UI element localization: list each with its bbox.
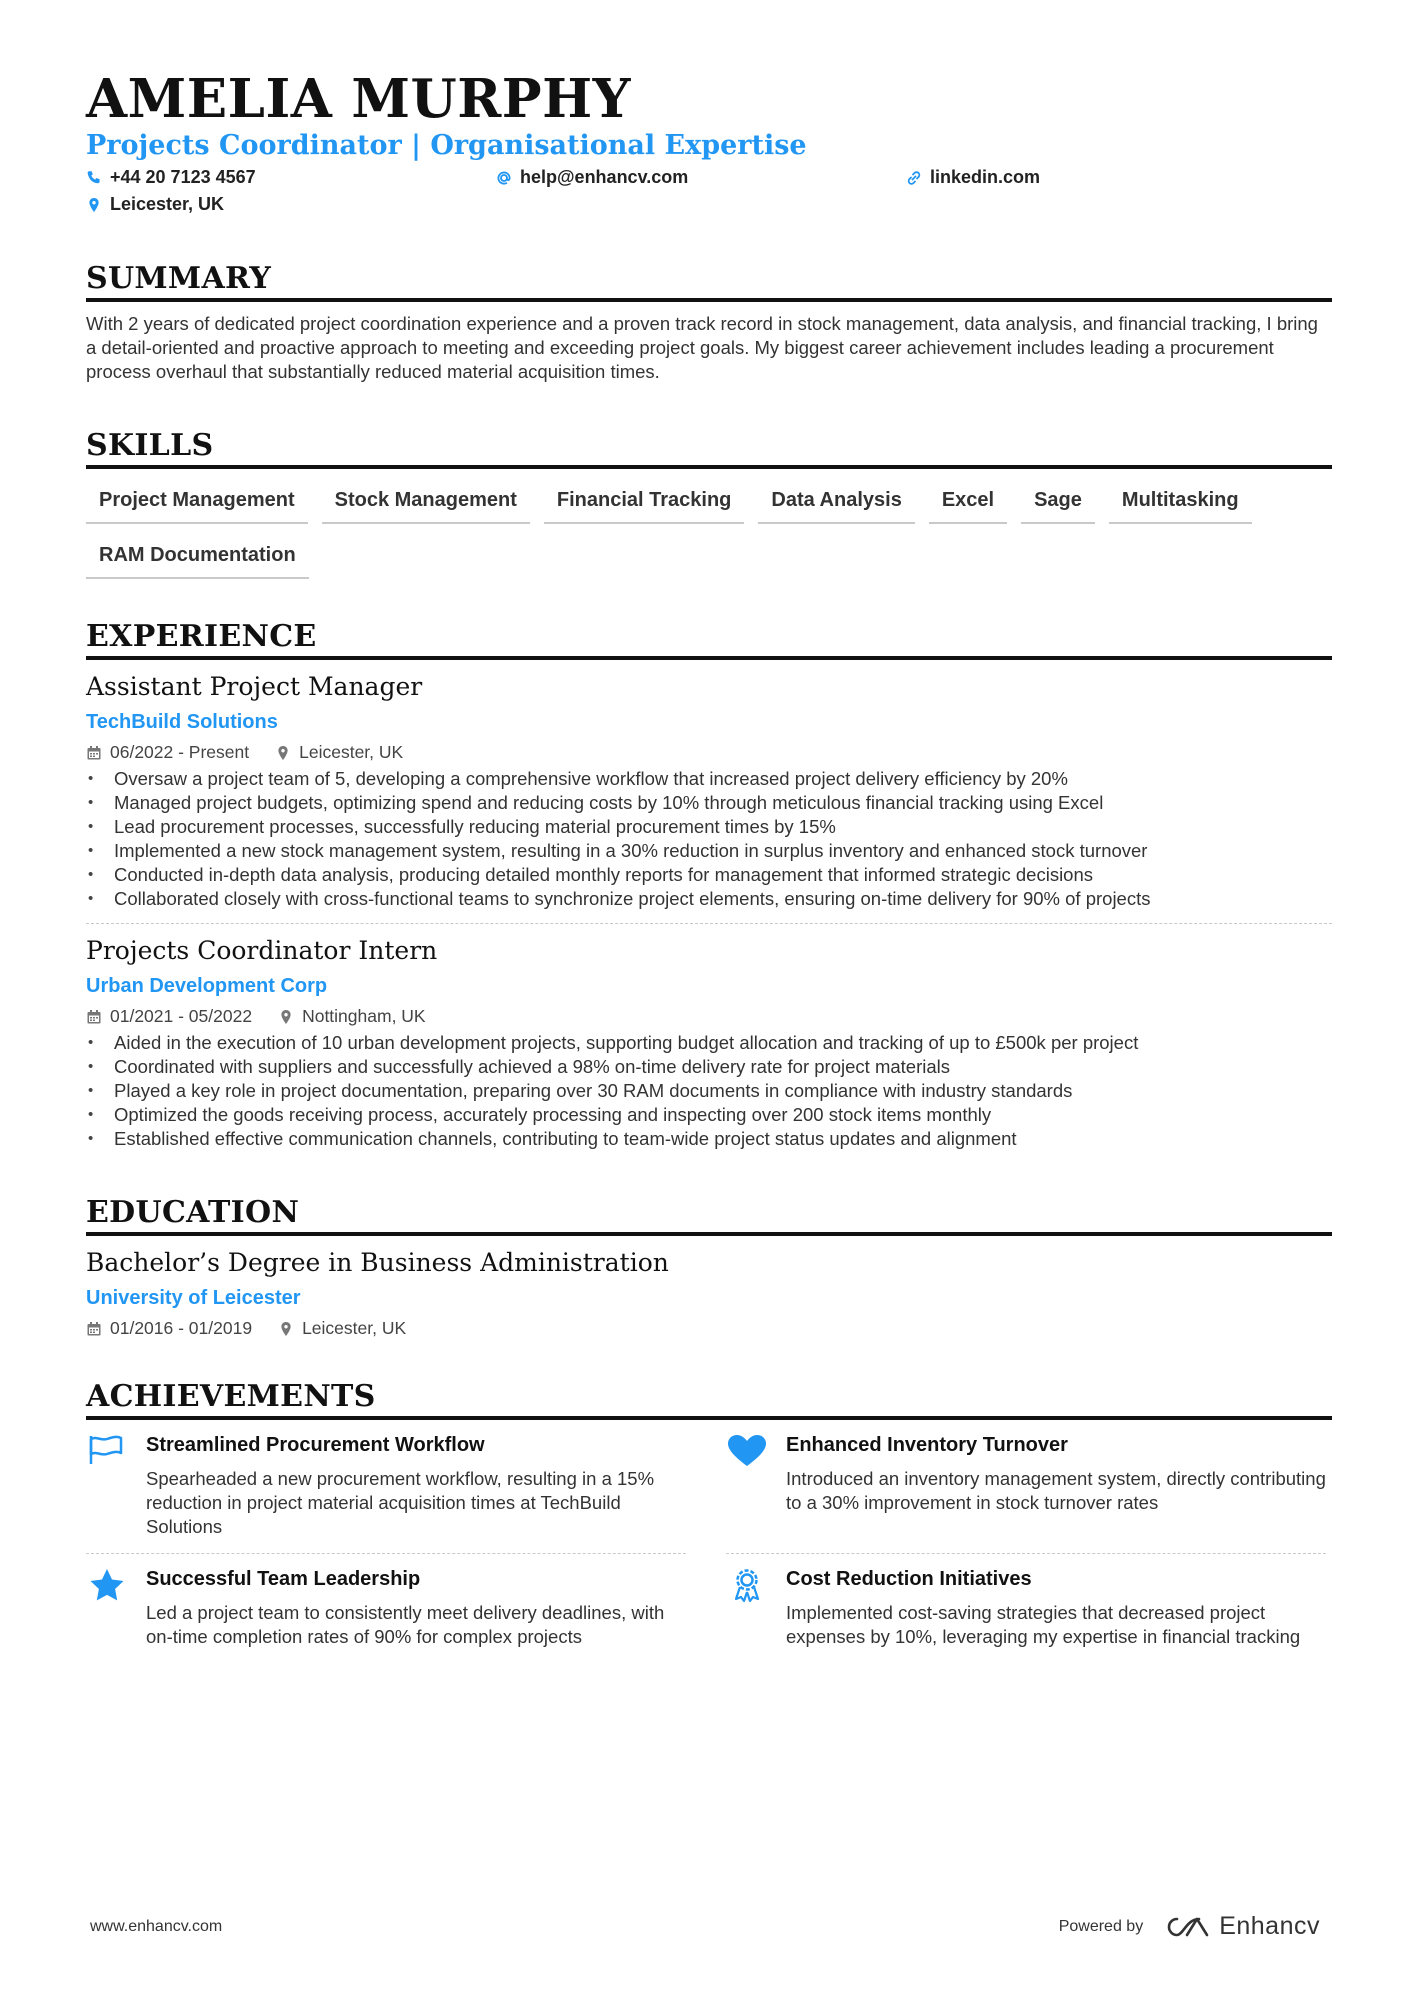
enhancv-logo[interactable] — [1165, 1912, 1320, 1941]
email-text: help@enhancv.com — [520, 167, 689, 188]
skill-tag: Multitasking — [1109, 483, 1252, 524]
job-bullet: • Played a key role in project documentation, preparing over 30 RAM documents in compliance with industry standards — [86, 1079, 1332, 1103]
achievements-title: ACHIEVEMENTS — [86, 1379, 1332, 1420]
achievement-title: Cost Reduction Initiatives — [786, 1568, 1032, 1591]
skill-tag: Financial Tracking — [544, 483, 745, 524]
job-meta — [86, 1006, 1332, 1027]
achievement-icon-wrap — [726, 1434, 768, 1539]
skill-tag: Project Management — [86, 483, 308, 524]
company-name: TechBuild Solutions — [86, 711, 278, 734]
candidate-name: AMELIA MURPHY — [86, 68, 632, 130]
contact-info — [86, 167, 1332, 215]
job-bullet: • Implemented a new stock management system, resulting in a 30% reduction in surplus inventory and enhanced stock turnover — [86, 839, 1332, 863]
job-bullet: • Optimized the goods receiving process, accurately processing and inspecting over 200 stock items monthly — [86, 1103, 1332, 1127]
job-location — [278, 1006, 426, 1027]
education-dates — [86, 1318, 252, 1339]
flag-icon — [87, 1434, 127, 1466]
summary-text: With 2 years of dedicated project coordination experience and a proven track record in stock management, data analysis, and financial tracking, I bring a detail-oriented and proactive approach to meeting and exceeding project goals. My biggest career achievement includes leading a procurement process overhaul that substantially reduced material acquisition times. — [86, 313, 1318, 383]
job-bullet: • Oversaw a project team of 5, developing a comprehensive workflow that increased project delivery efficiency by 20% — [86, 767, 1332, 791]
achievement-icon-wrap — [726, 1568, 768, 1649]
job-bullet: • Conducted in-depth data analysis, producing detailed monthly reports for management that informed strategic decisions — [86, 863, 1332, 887]
school-name: University of Leicester — [86, 1287, 301, 1310]
location-text: Leicester, UK — [110, 194, 225, 215]
job-bullet: • Aided in the execution of 10 urban development projects, supporting budget allocation and tracking of up to £500k per project — [86, 1031, 1332, 1055]
job-bullet: • Lead procurement processes, successfully reducing material procurement times by 15% — [86, 815, 1332, 839]
skill-tag: Excel — [929, 483, 1007, 524]
job-entry — [86, 923, 1332, 1159]
contact-linkedin[interactable] — [906, 167, 1306, 188]
job-bullet: • Managed project budgets, optimizing spend and reducing costs by 10% through meticulous financial tracking using Excel — [86, 791, 1332, 815]
achievement-desc: Spearheaded a new procurement workflow, resulting in a 15% reduction in project material acquisition times at TechBuild Solutions — [146, 1468, 655, 1538]
job-title: Projects Coordinator Intern — [86, 936, 438, 966]
achievement-item — [726, 1553, 1326, 1663]
skill-tag: Data Analysis — [758, 483, 914, 524]
job-location-text: Nottingham, UK — [302, 1006, 426, 1027]
job-meta — [86, 742, 1332, 763]
contact-location — [86, 194, 496, 215]
skill-tag: Stock Management — [322, 483, 530, 524]
skill-tag: RAM Documentation — [86, 538, 309, 579]
education-dates-text: 01/2016 - 01/2019 — [110, 1318, 253, 1339]
achievement-desc: Implemented cost-saving strategies that decreased project expenses by 10%, leveraging my expertise in financial tracking — [786, 1602, 1301, 1648]
page-footer — [90, 1912, 1320, 1941]
degree-title: Bachelor’s Degree in Business Administration — [86, 1248, 669, 1278]
link-icon — [906, 170, 922, 186]
achievement-icon-wrap — [86, 1434, 128, 1539]
education-location-text: Leicester, UK — [302, 1318, 407, 1339]
achievement-item — [726, 1434, 1326, 1553]
company-name: Urban Development Corp — [86, 975, 328, 998]
location-pin-icon — [278, 1321, 294, 1337]
job-dates — [86, 742, 249, 763]
linkedin-text: linkedin.com — [930, 167, 1041, 188]
calendar-icon — [86, 1321, 102, 1337]
experience-title: EXPERIENCE — [86, 619, 1332, 660]
achievements-grid — [86, 1434, 1332, 1663]
job-dates — [86, 1006, 252, 1027]
powered-by — [1059, 1912, 1320, 1941]
achievement-desc: Led a project team to consistently meet delivery deadlines, with on-time completion rates of 90% for complex projects — [146, 1602, 665, 1648]
job-bullet: • Coordinated with suppliers and successfully achieved a 98% on-time delivery rate for project materials — [86, 1055, 1332, 1079]
star-icon — [89, 1568, 125, 1602]
experience-section — [86, 619, 1332, 1159]
enhancv-logo-icon — [1165, 1915, 1211, 1939]
contact-email[interactable] — [496, 167, 906, 188]
brand-name: Enhancv — [1219, 1912, 1320, 1940]
achievement-item — [86, 1553, 686, 1663]
achievements-section — [86, 1379, 1332, 1663]
job-dates-text: 01/2021 - 05/2022 — [110, 1006, 253, 1027]
footer-url[interactable]: www.enhancv.com — [90, 1917, 223, 1935]
achievement-item — [86, 1434, 686, 1553]
phone-text: +44 20 7123 4567 — [110, 167, 256, 188]
job-location — [275, 742, 403, 763]
education-title: EDUCATION — [86, 1195, 1332, 1236]
summary-title: SUMMARY — [86, 261, 1332, 302]
calendar-icon — [86, 745, 102, 761]
skills-section — [86, 428, 1332, 579]
achievement-title: Enhanced Inventory Turnover — [786, 1434, 1068, 1457]
achievement-desc: Introduced an inventory management system, directly contributing to a 30% improvement in stock turnover rates — [786, 1468, 1326, 1514]
job-dates-text: 06/2022 - Present — [110, 742, 250, 763]
job-bullet: • Collaborated closely with cross-functional teams to synchronize project elements, ensuring on-time delivery for 90% of projects — [86, 887, 1332, 911]
contact-phone — [86, 167, 496, 188]
skills-title: SKILLS — [86, 428, 1332, 469]
job-bullets — [86, 1031, 1332, 1151]
at-icon — [496, 170, 512, 186]
job-location-text: Leicester, UK — [299, 742, 404, 763]
location-pin-icon — [275, 745, 291, 761]
resume-page — [86, 70, 1332, 1663]
powered-by-label: Powered by — [1058, 1917, 1144, 1935]
job-bullets — [86, 767, 1332, 911]
job-title: Assistant Project Manager — [86, 672, 423, 702]
candidate-headline: Projects Coordinator | Organisational Expertise — [86, 130, 807, 162]
calendar-icon — [86, 1009, 102, 1025]
achievement-title: Successful Team Leadership — [146, 1568, 421, 1591]
phone-icon — [86, 170, 102, 186]
resume-header — [86, 70, 1332, 215]
heart-icon — [727, 1434, 767, 1468]
summary-section — [86, 261, 1332, 384]
job-entry — [86, 672, 1332, 919]
skill-tag: Sage — [1021, 483, 1095, 524]
education-location — [278, 1318, 406, 1339]
job-bullet: • Established effective communication channels, contributing to team-wide project status updates and alignment — [86, 1127, 1332, 1151]
location-pin-icon — [86, 197, 102, 213]
skills-list — [86, 483, 1332, 579]
award-icon — [732, 1568, 762, 1604]
education-meta — [86, 1318, 1332, 1339]
achievement-icon-wrap — [86, 1568, 128, 1649]
achievement-title: Streamlined Procurement Workflow — [146, 1434, 485, 1457]
education-section — [86, 1195, 1332, 1339]
location-pin-icon — [278, 1009, 294, 1025]
